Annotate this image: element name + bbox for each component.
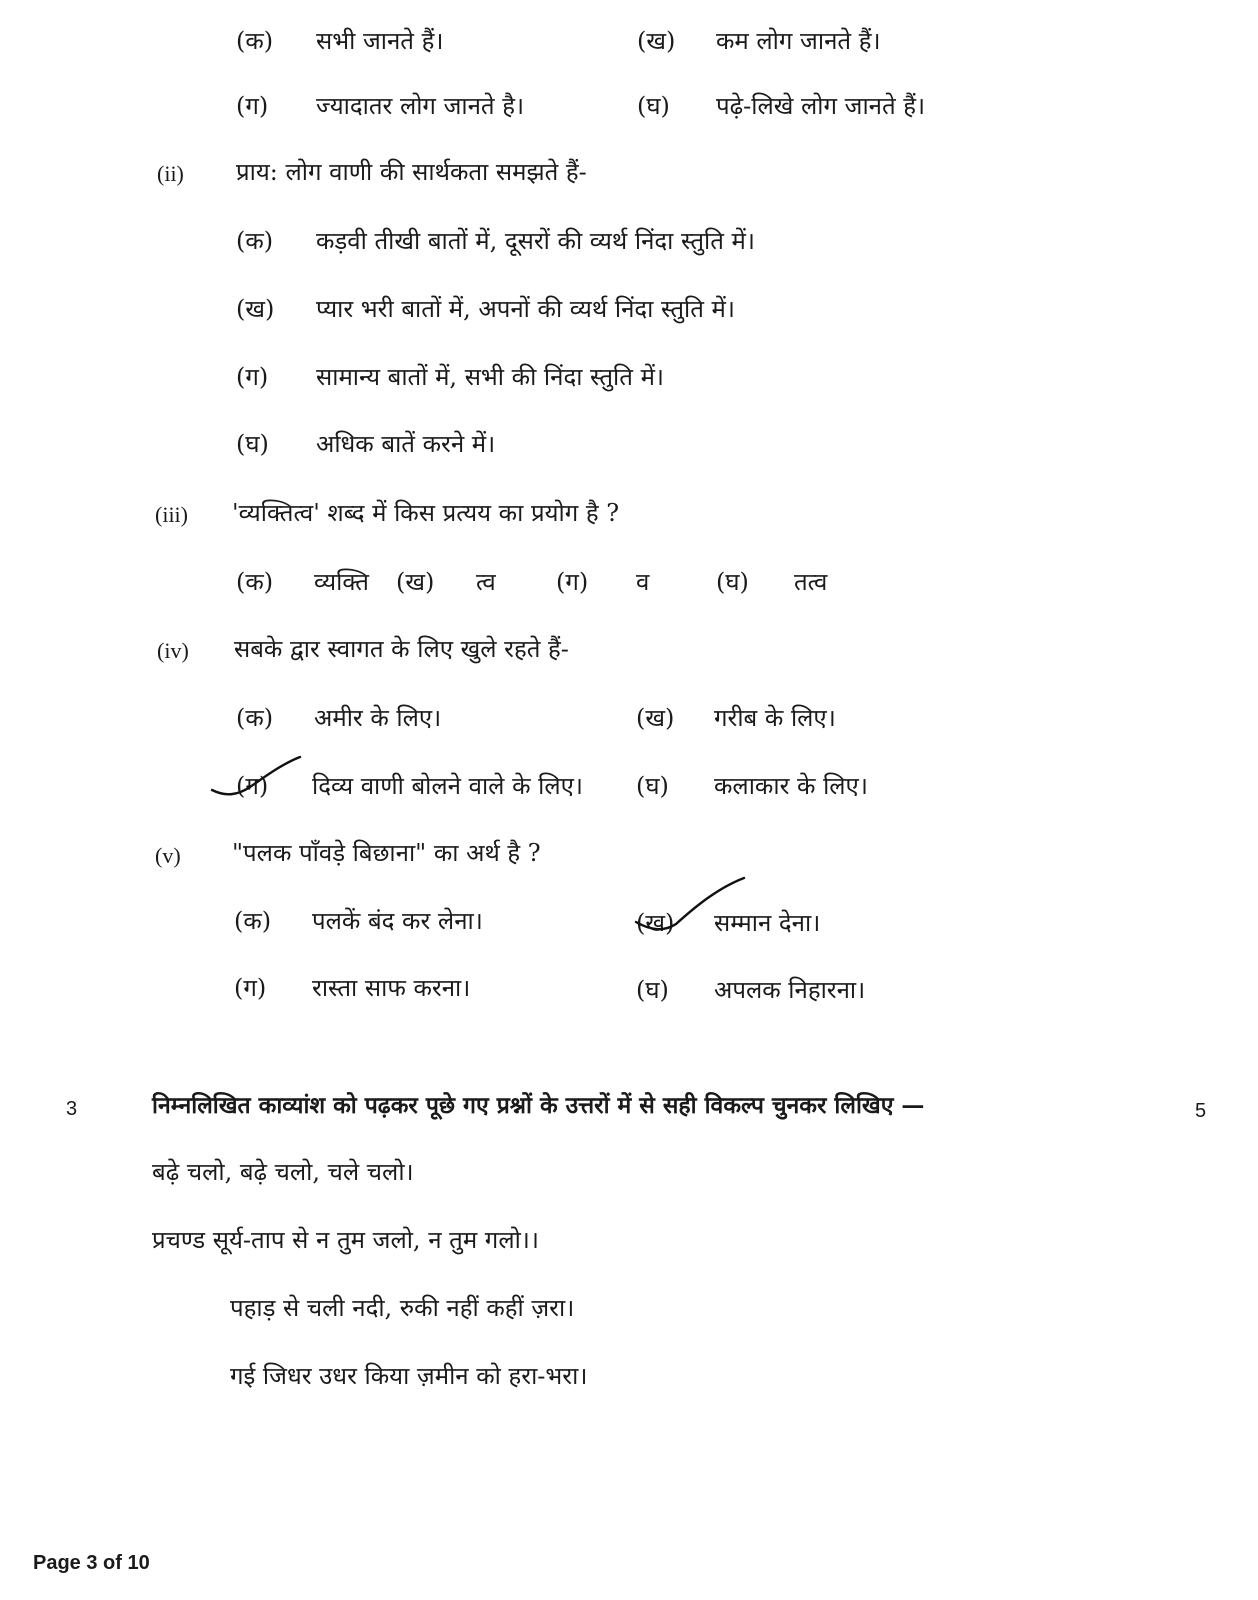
q2-v-option-ga-text: रास्ता साफ करना। [312,974,471,1002]
q2-iv-number: (iv) [157,638,189,663]
q2-i-option-ga-label: (ग) [236,92,269,120]
q2-iv-option-kha-text: गरीब के लिए। [714,704,836,732]
q2-v-option-gha-label: (घ) [636,976,669,1004]
q2-ii-question: प्राय: लोग वाणी की सार्थकता समझते हैं- [236,158,587,186]
q2-iv-option-ga-text: दिव्य वाणी बोलने वाले के लिए। [312,772,583,800]
q2-iii-option-kha-text: त्व [476,568,496,596]
poem-line-1: बढ़े चलो, बढ़े चलो, चले चलो। [152,1158,414,1186]
q2-iv-question: सबके द्वार स्वागत के लिए खुले रहते हैं- [234,635,569,663]
q2-v-question: "पलक पाँवड़े बिछाना" का अर्थ है ? [232,839,541,867]
q2-ii-option-gha-text: अधिक बातें करने में। [316,430,496,458]
q2-ii-option-gha-label: (घ) [236,430,269,458]
q2-iv-option-ka-label: (क) [236,704,274,732]
q2-i-option-ka-label: (क) [236,27,274,55]
q2-ii-option-kha-text: प्यार भरी बातों में, अपनों की व्यर्थ निंदा स्तुति में। [316,295,736,323]
q3-number: 3 [66,1098,78,1120]
q2-i-option-kha-text: कम लोग जानते हैं। [716,27,881,55]
q2-ii-option-ga-label: (ग) [236,363,269,391]
q2-v-option-kha-text: सम्मान देना। [714,909,821,937]
q2-i-option-ga-text: ज्यादातर लोग जानते है। [316,92,525,120]
q2-i-option-ka-text: सभी जानते हैं। [316,27,444,55]
q2-iii-question: 'व्यक्तित्व' शब्द में किस प्रत्यय का प्रयोग है ? [232,499,620,527]
q2-ii-option-ka-text: कड़वी तीखी बातों में, दूसरों की व्यर्थ निंदा स्तुति में। [316,227,756,255]
q2-iv-option-gha-text: कलाकार के लिए। [714,772,868,800]
q2-v-option-ka-text: पलकें बंद कर लेना। [312,907,483,935]
q2-ii-option-ga-text: सामान्य बातों में, सभी की निंदा स्तुति में। [316,363,665,391]
q2-iii-option-ka-label: (क) [236,568,274,596]
q2-iii-option-gha-text: तत्व [794,568,828,596]
q2-iii-option-kha-label: (ख) [396,568,435,596]
q2-iv-option-gha-label: (घ) [636,772,669,800]
q2-ii-number: (ii) [157,161,184,186]
q2-v-option-kha-label: (ख) [636,909,675,937]
q2-iii-number: (iii) [155,502,188,527]
q2-v-option-gha-text: अपलक निहारना। [714,976,866,1004]
q2-iii-option-ga-label: (ग) [556,568,589,596]
q2-iii-option-ka-text: व्यक्ति [314,568,369,596]
tick-mark-q2-iv [212,757,300,794]
q2-ii-option-ka-label: (क) [236,227,274,255]
q3-heading: निम्नलिखित काव्यांश को पढ़कर पूछे गए प्रश्नों के उत्तरों में से सही विकल्प चुनकर लिखिए — [152,1092,925,1119]
poem-line-4: गई जिधर उधर किया ज़मीन को हरा-भरा। [230,1362,588,1390]
q2-i-option-gha-text: पढ़े-लिखे लोग जानते हैं। [716,92,926,120]
page-number: Page 3 of 10 [33,1552,150,1574]
q2-i-option-gha-label: (घ) [637,92,670,120]
q2-iii-option-ga-text: व [636,568,650,596]
q2-i-option-kha-label: (ख) [637,27,676,55]
q3-marks: 5 [1195,1100,1207,1122]
tick-mark-q2-v [636,878,744,929]
poem-line-3: पहाड़ से चली नदी, रुकी नहीं कहीं ज़रा। [230,1294,575,1322]
poem-line-2: प्रचण्ड सूर्य-ताप से न तुम जलो, न तुम गलो।। [152,1226,539,1254]
q2-v-option-ka-label: (क) [234,907,272,935]
q2-ii-option-kha-label: (ख) [236,295,275,323]
q2-iv-option-kha-label: (ख) [636,704,675,732]
q2-iv-option-ka-text: अमीर के लिए। [314,704,442,732]
q2-iv-option-ga-label: (ग) [236,772,269,800]
q2-v-number: (v) [155,843,181,868]
q2-v-option-ga-label: (ग) [234,974,267,1002]
q2-iii-option-gha-label: (घ) [716,568,749,596]
